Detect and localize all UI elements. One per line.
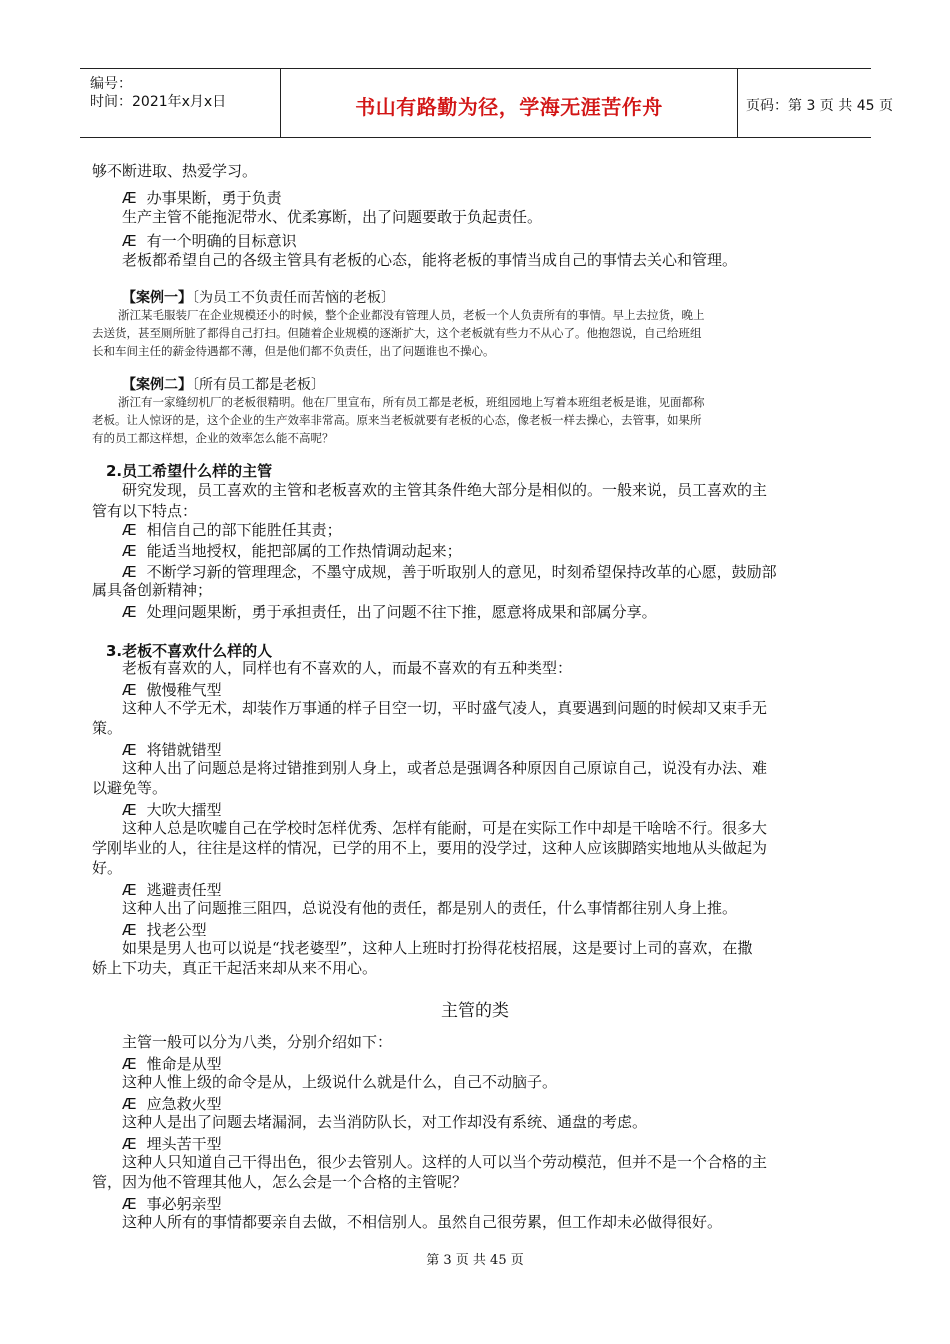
- text-line: 主管一般可以分为八类，分别介绍如下：: [122, 1033, 393, 1051]
- text-line: 如果是男人也可以说是“找老婆型”，这种人上班时打扮得花枝招展，这是要讨上司的喜欢，在撒: [122, 939, 753, 957]
- text-line: 这种人出了问题总是将过错推到别人身上，或者总是强调各种原因自己原谅自己，说没有办法、难: [122, 759, 768, 777]
- bullet-item: [122, 739, 222, 760]
- bullet-text: 埋头苦干型: [146, 1135, 222, 1153]
- text-line: 这种人不学无术，却装作万事通的样子目空一切，平时盛气凌人，真要遇到问题的时候却又束手无: [122, 699, 768, 717]
- section-heading: 2.员工希望什么样的主管: [106, 462, 273, 480]
- bullet-item: [122, 519, 342, 540]
- bullet-text: 找老公型: [146, 921, 207, 939]
- bullet-text: 逃避责任型: [146, 881, 222, 899]
- bullet-marker: Æ: [122, 1095, 137, 1113]
- page-footer: 第 3 页 共 45 页: [426, 1253, 524, 1268]
- bullet-marker: Æ: [122, 563, 137, 581]
- case-text-line: 有的员工都这样想，企业的效率怎么能不高呢？: [92, 431, 334, 445]
- page-header: [80, 68, 893, 138]
- case-label: 【案例二】: [122, 377, 192, 393]
- document-time-label: 时间：2021年x月x日: [90, 94, 227, 110]
- header-right-cell: [737, 69, 893, 137]
- text-line: 管有以下特点：: [92, 502, 198, 520]
- text-line: 这种人是出了问题去堵漏洞，去当消防队长，对工作却没有系统、通盘的考虑。: [122, 1113, 648, 1131]
- case-label: 【案例一】: [122, 290, 192, 306]
- bullet-text: 处理问题果断，勇于承担责任，出了问题不往下推，愿意将成果和部属分享。: [146, 603, 657, 621]
- bullet-marker: Æ: [122, 1055, 137, 1073]
- case-one-title: [122, 287, 395, 307]
- document-code-label: 编号：: [90, 76, 132, 92]
- text-line: 这种人只知道自己干得出色，很少去管别人。这样的人可以当个劳动模范，但并不是一个合格的主: [122, 1153, 768, 1171]
- header-left-cell: [80, 69, 280, 137]
- bullet-text: 傲慢稚气型: [146, 681, 222, 699]
- bullet-marker: Æ: [122, 542, 137, 560]
- bullet-item: [122, 799, 222, 820]
- bullet-marker: Æ: [122, 681, 137, 699]
- header-center-cell: [280, 69, 738, 137]
- case-two-title: [122, 374, 325, 394]
- bullet-item: [122, 1093, 222, 1114]
- bullet-marker: Æ: [122, 189, 137, 207]
- text-line: 策。: [92, 719, 123, 737]
- text-line: 这种人惟上级的命令是从，上级说什么就是什么，自己不动脑子。: [122, 1073, 558, 1091]
- bullet-item: [122, 1193, 222, 1214]
- bullet-item: [122, 679, 222, 700]
- case-text-line: 去送货，甚至厕所脏了都得自己打扫。但随着企业规模的逐渐扩大，这个老板就有些力不从心了。他抱怨说，自己给班组: [92, 326, 702, 340]
- bullet-marker: Æ: [122, 521, 137, 539]
- bullet-item: [122, 1053, 222, 1074]
- bullet-marker: Æ: [122, 1135, 137, 1153]
- text-line: 老板都希望自己的各级主管具有老板的心态，能将老板的事情当成自己的事情去关心和管理。: [122, 251, 738, 269]
- text-line: 这种人出了问题推三阻四，总说没有他的责任，都是别人的责任，什么事情都往别人身上推。: [122, 899, 738, 917]
- text-line: 娇上下功夫，真正干起活来却从来不用心。: [92, 959, 378, 977]
- text-line: 老板有喜欢的人，同样也有不喜欢的人，而最不喜欢的有五种类型：: [122, 659, 573, 677]
- bullet-item: [122, 230, 297, 251]
- text-line: 这种人总是吹嘘自己在学校时怎样优秀、怎样有能耐，可是在实际工作中却是干啥啥不行。很多大: [122, 819, 768, 837]
- case-name: 〔为员工不负责任而苦恼的老板〕: [192, 290, 395, 306]
- text-line: 管，因为他不管理其他人，怎么会是一个合格的主管呢？: [92, 1173, 468, 1191]
- bullet-text: 应急救火型: [146, 1095, 222, 1113]
- bullet-item: [122, 187, 282, 208]
- bullet-text: 不断学习新的管理理念，不墨守成规，善于听取别人的意见，时刻希望保持改革的心愿，鼓励部: [146, 563, 777, 581]
- bullet-marker: Æ: [122, 921, 137, 939]
- text-line: 够不断进取、热爱学习。: [92, 162, 258, 180]
- bullet-text: 事必躬亲型: [146, 1195, 222, 1213]
- bullet-item: [122, 601, 657, 622]
- bullet-marker: Æ: [122, 232, 137, 250]
- bullet-text: 将错就错型: [146, 741, 222, 759]
- text-line: 好。: [92, 859, 123, 877]
- bullet-text: 办事果断，勇于负责: [146, 189, 282, 207]
- header-page-info: 页码：第 3 页 共 45 页: [746, 98, 893, 114]
- section-title: 主管的类: [441, 1001, 509, 1021]
- case-text-line: 老板。让人惊讶的是，这个企业的生产效率非常高。原来当老板就要有老板的心态，像老板一样去操心，去管事，如果所: [92, 413, 702, 427]
- text-line: 研究发现，员工喜欢的主管和老板喜欢的主管其条件绝大部分是相似的。一般来说，员工喜欢的主: [122, 481, 768, 499]
- bullet-text: 能适当地授权，能把部属的工作热情调动起来；: [146, 542, 462, 560]
- bullet-item: [122, 540, 462, 561]
- bullet-text: 大吹大擂型: [146, 801, 222, 819]
- bullet-marker: Æ: [122, 801, 137, 819]
- text-line: 以避免等。: [92, 779, 168, 797]
- case-name: 〔所有员工都是老板〕: [192, 377, 325, 393]
- text-line: 生产主管不能拖泥带水、优柔寡断，出了问题要敢于负起责任。: [122, 208, 543, 226]
- bullet-marker: Æ: [122, 603, 137, 621]
- bullet-text: 惟命是从型: [146, 1055, 222, 1073]
- bullet-item: [122, 879, 222, 900]
- text-line: 属具备创新精神；: [92, 581, 213, 599]
- header-motto: 书山有路勤为径，学海无涯苦作舟: [355, 95, 663, 119]
- case-text-line: 浙江有一家缝纫机厂的老板很精明。他在厂里宣布，所有员工都是老板，班组园地上写着本班组老板是谁，见面都称: [118, 395, 705, 409]
- case-text-line: 长和车间主任的薪金待遇都不薄，但是他们都不负责任，出了问题谁也不操心。: [92, 344, 495, 358]
- case-text-line: 浙江某毛服装厂在企业规模还小的时候，整个企业都没有管理人员，老板一个人负责所有的事情。早上去拉货，晚上: [118, 308, 705, 322]
- bullet-marker: Æ: [122, 1195, 137, 1213]
- bullet-text: 相信自己的部下能胜任其责；: [146, 521, 342, 539]
- text-line: 这种人所有的事情都要亲自去做，不相信别人。虽然自己很劳累，但工作却未必做得很好。: [122, 1213, 723, 1231]
- bullet-text: 有一个明确的目标意识: [146, 232, 297, 250]
- bullet-item: [122, 561, 777, 582]
- bullet-item: [122, 1133, 222, 1154]
- bullet-marker: Æ: [122, 881, 137, 899]
- text-line: 学刚毕业的人，往往是这样的情况，已学的用不上，要用的没学过，这种人应该脚踏实地地从头做起为: [92, 839, 768, 857]
- bullet-marker: Æ: [122, 741, 137, 759]
- section-heading: 3.老板不喜欢什么样的人: [106, 642, 273, 660]
- bullet-item: [122, 919, 207, 940]
